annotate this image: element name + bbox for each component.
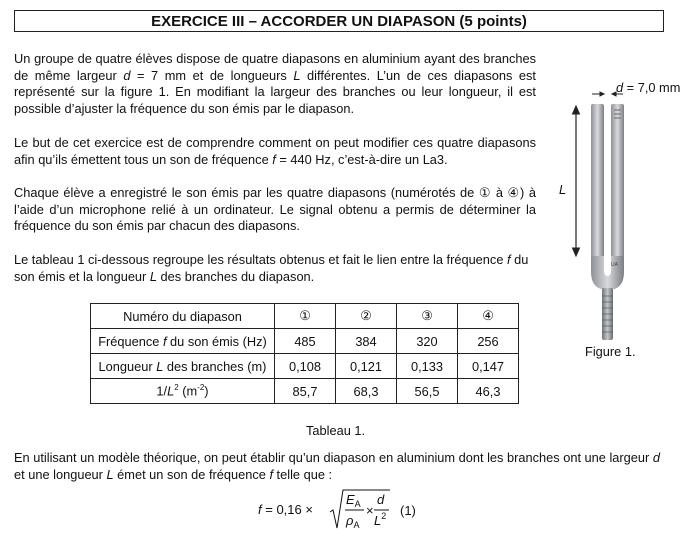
- formula-times: ×: [366, 503, 374, 518]
- table-cell: 384: [336, 329, 397, 354]
- figure-caption: Figure 1.: [585, 344, 636, 359]
- right-prong: [611, 104, 624, 272]
- row-label-inverse-square: $1/L^2$ $(m^{-2})$: [91, 379, 275, 404]
- width-arrow: [592, 92, 623, 96]
- table-cell: 0,121: [336, 354, 397, 379]
- length-label: L: [559, 182, 567, 197]
- table-row: [91, 379, 519, 404]
- exercise-title: EXERCICE III – ACCORDER UN DIAPASON (5 points): [14, 10, 664, 32]
- frequency-formula: [258, 488, 438, 538]
- table-row: [91, 329, 519, 354]
- tuning-fork-figure: [548, 76, 658, 346]
- svg-text:UA: UA: [611, 262, 618, 268]
- length-arrow: [573, 106, 580, 256]
- width-label: d = 7,0 mm: [616, 80, 681, 95]
- table-cell: 56,5: [397, 379, 458, 404]
- table-cell: ②: [336, 304, 397, 329]
- goal-paragraph: Le but de cet exercice est de comprendre comment on peut modifier ces quatre diapasons afin qu’ils émettent tous un son de fréquence f = 440 Hz, c’est-à-dire un La3.: [14, 135, 536, 167]
- table-caption: Tableau 1.: [306, 423, 366, 438]
- table-cell: 0,147: [458, 354, 519, 379]
- intro-paragraph: Un groupe de quatre élèves dispose de quatre diapasons en aluminium ayant des branches de même largeur d = 7 mm et de longueurs L différentes. L’un de ces diapasons est représenté sur la figure 1. En modifiant la largeur des branches ou leur longueur, il est possible d’ajuster la fréquence du son émis par le diapason.: [14, 51, 536, 116]
- table-cell: 68,3: [336, 379, 397, 404]
- table-cell: 320: [397, 329, 458, 354]
- table-row: [91, 354, 519, 379]
- table-cell: ④: [458, 304, 519, 329]
- formula-den2: $L^2$: [374, 511, 387, 528]
- recording-paragraph: Chaque élève a enregistré le son émis par les quatre diapasons (numérotés de ① à ④) à l’aide d’un microphone relié à un ordinateur. Le signal obtenu a permis de déterminer la fréquence du son émis par chacun des diapasons.: [14, 185, 536, 233]
- row-label-frequency: Fréquence f du son émis (Hz): [91, 329, 275, 354]
- results-table: [90, 303, 519, 404]
- table-cell: 0,133: [397, 354, 458, 379]
- table-intro-paragraph: Le tableau 1 ci-dessous regroupe les résultats obtenus et fait le lien entre la fréquence f du son émis et la longueur L des branches du diapason.: [14, 252, 529, 284]
- table-cell: 46,3: [458, 379, 519, 404]
- table-cell: ③: [397, 304, 458, 329]
- fork-base: [591, 256, 624, 290]
- formula-num1: $E_A$: [346, 492, 361, 509]
- table-cell: 256: [458, 329, 519, 354]
- model-paragraph: En utilisant un modèle théorique, on peut établir qu’un diapason en aluminium dont les branches ont une largeur d et une longueur L émet un son de fréquence f telle que :: [14, 450, 660, 482]
- left-prong: [591, 104, 604, 272]
- row-label-length: Longueur L des branches (m): [91, 354, 275, 379]
- formula-num2: d: [377, 492, 385, 507]
- table-cell: 85,7: [275, 379, 336, 404]
- formula-den1: $\rho_A$: [346, 513, 360, 530]
- width-label-rest: = 7,0 mm: [623, 80, 681, 95]
- table-cell: 485: [275, 329, 336, 354]
- table-row: [91, 304, 519, 329]
- table-cell: ①: [275, 304, 336, 329]
- table-header-label: Numéro du diapason: [91, 304, 275, 329]
- table-cell: 0,108: [275, 354, 336, 379]
- formula-number: (1): [400, 503, 416, 518]
- formula-lhs: f = 0,16 ×: [258, 502, 313, 517]
